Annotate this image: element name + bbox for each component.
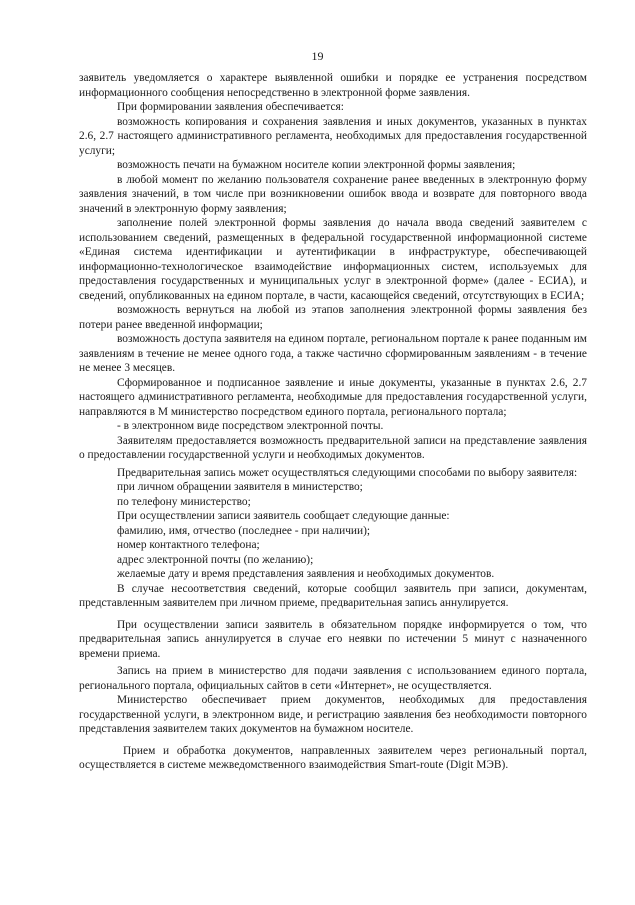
paragraph: фамилию, имя, отчество (последнее - при наличии);: [117, 524, 371, 537]
paragraph: При осуществлении записи заявитель в обязательном порядке информируется о том, что предварительная запись аннулируется в случае его неявки по истечении 5 минут с назначенного времени приема.: [79, 618, 587, 660]
paragraph: возможность вернуться на любой из этапов заполнения электронной формы заявления без потери ранее введенной информации;: [79, 304, 587, 331]
paragraph: в любой момент по желанию пользователя сохранение ранее введенных в электронную форму заявления значений, в том числе при возникновении ошибок ввода и возврате для повторного ввода значений в электронную форму заявления;: [79, 173, 587, 215]
paragraph: по телефону министерство;: [117, 495, 251, 508]
paragraph: Прием и обработка документов, направленных заявителем через региональный портал, осуществляется в системе межведомственного взаимодействия Smart-route (Digit МЭВ).: [79, 744, 587, 771]
paragraph: при личном обращении заявителя в министерство;: [117, 481, 363, 493]
paragraph: возможность копирования и сохранения заявления и иных документов, указанных в пунктах 2.6, 2.7 настоящего административного регламента, необходимых для предоставления государственной услуги;: [79, 115, 587, 157]
paragraph: номер контактного телефона;: [117, 539, 260, 551]
paragraph: Предварительная запись может осуществляться следующими способами по выбору заявителя:: [117, 466, 578, 479]
page-number: 19: [311, 49, 324, 63]
paragraph: желаемые дату и время представления заявления и необходимых документов.: [117, 568, 495, 580]
paragraph: Министерство обеспечивает прием документов, необходимых для предоставления государственной услуги, в электронном виде, и регистрацию заявления без необходимости повторного представления заявителем таких документов на бумажном носителе.: [79, 694, 587, 735]
paragraph: - в электронном виде посредством электронной почты.: [117, 420, 384, 432]
paragraph: Сформированное и подписанное заявление и иные документы, указанные в пунктах 2.6, 2.7 настоящего административного регламента, необходимые для предоставления государственной услуги, направляются в М министерство посредством единого портала, регионального портала;: [79, 376, 587, 418]
paragraph: возможность печати на бумажном носителе копии электронной формы заявления;: [117, 159, 516, 171]
paragraph: При осуществлении записи заявитель сообщает следующие данные:: [117, 510, 450, 522]
document-body: [79, 71, 587, 773]
paragraph: возможность доступа заявителя на едином портале, региональном портале к ранее поданным им заявлениям в течение не менее одного года, а также частично сформированным заявлениям - в течение не менее 3 месяцев.: [79, 333, 587, 374]
paragraph: Запись на прием в министерство для подачи заявления с использованием единого портала, регионального портала, официальных сайтов в сети «Интернет», не осуществляется.: [79, 665, 587, 692]
paragraph: адрес электронной почты (по желанию);: [117, 553, 314, 566]
paragraph: В случае несоответствия сведений, которые сообщил заявитель при записи, документам, представленным заявителем при личном приеме, предварительная запись аннулируется.: [79, 582, 587, 609]
paragraph: заполнение полей электронной формы заявления до начала ввода сведений заявителем с использованием сведений, размещенных в федеральной государственной информационной системе «Единая система идентификации и аутентификации в инфраструктуре, обеспечивающей информационно-технологическое взаимодействие информационных систем, используемых для предоставления государственных и муниципальных услуг в электронной форме» (далее - ЕСИА), и сведений, опубликованных на едином портале, в части, касающейся сведений, отсутствующих в ЕСИА;: [79, 217, 587, 302]
paragraph: заявитель уведомляется о характере выявленной ошибки и порядке ее устранения посредством информационного сообщения непосредственно в электронной форме заявления.: [79, 72, 587, 99]
paragraph: При формировании заявления обеспечивается:: [117, 101, 344, 113]
paragraph: Заявителям предоставляется возможность предварительной записи на представление заявления о предоставлении государственной услуги и необходимых документов.: [79, 434, 587, 461]
